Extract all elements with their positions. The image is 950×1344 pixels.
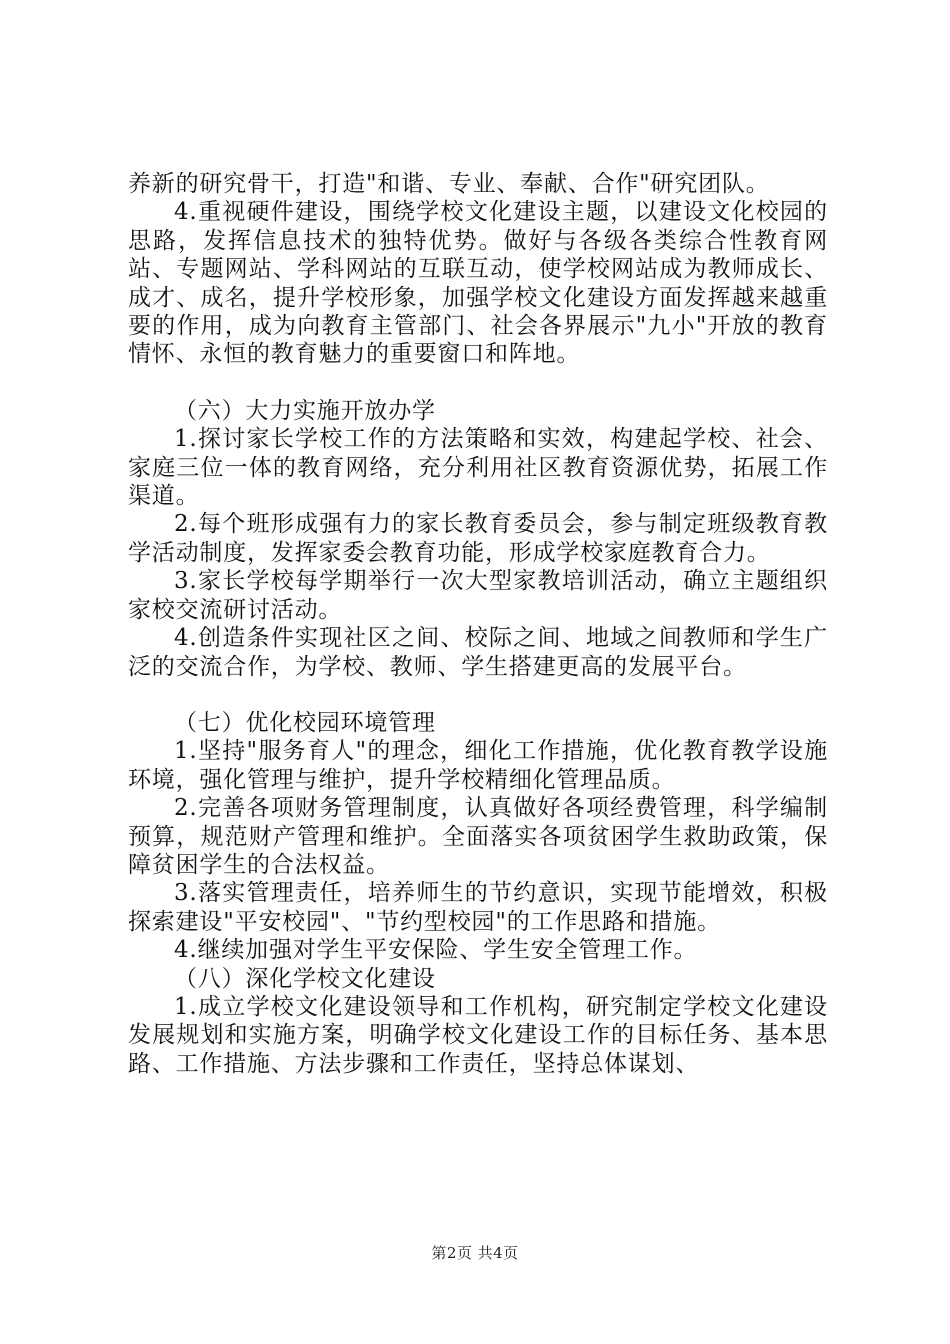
paragraph-item: 1.坚持"服务育人"的理念，细化工作措施，优化教育教学设施环境，强化管理与维护，提升学校精细化管理品质。 xyxy=(128,738,828,793)
paragraph-item: 2.完善各项财务管理制度，认真做好各项经费管理，科学编制预算，规范财产管理和维护。全面落实各项贫困学生救助政策，保障贫困学生的合法权益。 xyxy=(128,795,828,878)
section-heading-7: （七）优化校园环境管理 xyxy=(174,709,436,736)
paragraph-item: 3.落实管理责任，培养师生的节约意识，实现节能增效，积极探索建设"平安校园"、"节约型校园"的工作思路和措施。 xyxy=(128,880,828,935)
paragraph-item: 2.每个班形成强有力的家长教育委员会，参与制定班级教育教学活动制度，发挥家委会教育功能，形成学校家庭教育合力。 xyxy=(128,511,828,566)
paragraph-item: 4.重视硬件建设，围绕学校文化建设主题，以建设文化校园的思路，发挥信息技术的独特优势。做好与各级各类综合性教育网站、专题网站、学科网站的互联互动，使学校网站成为教师成长、成才、成名，提升学校形象，加强学校文化建设方面发挥越来越重要的作用，成为向教育主管部门、社会各界展示"九小"开放的教育情怀、永恒的教育魅力的重要窗口和阵地。 xyxy=(128,199,828,368)
page-number-footer: 第2页 共4页 xyxy=(431,1244,519,1262)
paragraph-continuation: 养新的研究骨干，打造"和谐、专业、奉献、合作"研究团队。 xyxy=(128,171,770,197)
paragraph-item: 1.探讨家长学校工作的方法策略和实效，构建起学校、社会、家庭三位一体的教育网络，充分利用社区教育资源优势，拓展工作渠道。 xyxy=(128,426,828,510)
section-heading-8: （八）深化学校文化建设 xyxy=(174,965,436,992)
paragraph-item: 1.成立学校文化建设领导和工作机构，研究制定学校文化建设发展规划和实施方案，明确学校文化建设工作的目标任务、基本思路、工作措施、方法步骤和工作责任，坚持总体谋划、 xyxy=(128,993,828,1077)
paragraph-item: 4.创造条件实现社区之间、校际之间、地域之间教师和学生广泛的交流合作，为学校、教师、学生搭建更高的发展平台。 xyxy=(128,625,828,680)
paragraph-item: 4.继续加强对学生平安保险、学生安全管理工作。 xyxy=(174,937,698,964)
paragraph-item: 3.家长学校每学期举行一次大型家教培训活动，确立主题组织家校交流研讨活动。 xyxy=(128,568,828,623)
document-body xyxy=(128,170,828,1078)
section-heading-6: （六）大力实施开放办学 xyxy=(174,397,436,424)
